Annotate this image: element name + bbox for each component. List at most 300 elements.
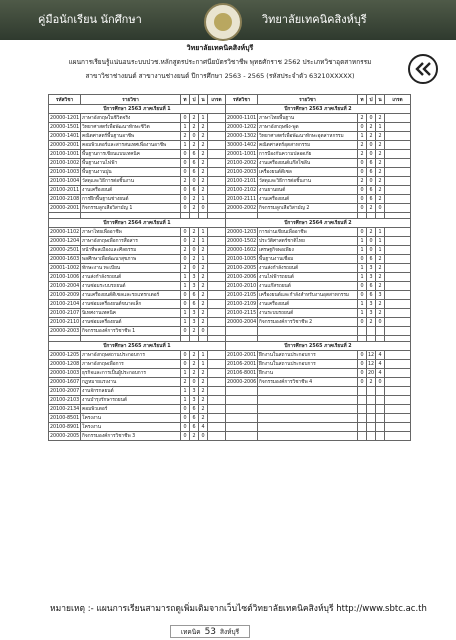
credit-cell: 3 [190,396,199,405]
credit-cell: 0 [358,255,367,264]
credit-cell [385,378,411,387]
credit-cell: 0 [358,318,367,327]
course-code-cell: 20100-2009 [50,292,80,298]
credit-cell: 0 [181,291,190,300]
credit-cell [208,414,226,423]
credit-cell: 6 [190,159,199,168]
course-name-cell: ธุรกิจและการเป็นผู้ประกอบการ [81,369,181,378]
credit-cell: 2 [199,150,208,159]
semester-title-left: ปีการศึกษา 2563 ภาคเรียนที่ 1 [49,105,226,114]
course-code-cell: 20000-1204 [50,238,80,244]
course-name-cell: งานยานยนต์ [258,186,358,195]
credit-cell: 2 [358,150,367,159]
credit-cell [385,132,411,141]
credit-cell: 1 [199,351,208,360]
course-name-cell: ภาษาอังกฤษเพื่อการ [81,360,181,369]
table-row [49,351,411,360]
course-code-cell: 20000-1401 [50,133,80,139]
credit-cell [358,405,367,414]
semester-title-left: ปีการศึกษา 2565 ภาคเรียนที่ 1 [49,342,226,351]
credit-cell: 2 [376,264,385,273]
course-name-cell: พื้นฐานงานปูน [81,168,181,177]
credit-cell: 1 [199,195,208,204]
credit-cell [385,432,411,441]
course-code-cell: 20000-2001 [50,142,80,148]
credit-cell [208,246,226,255]
credit-cell: 1 [358,237,367,246]
credit-cell: 0 [181,186,190,195]
credit-cell: 0 [181,204,190,213]
course-name-cell: คณิตศาสตร์อุตสาหกรรม [258,141,358,150]
credit-cell [358,432,367,441]
credit-cell [367,414,376,423]
course-code-cell: 20100-2002 [227,160,257,166]
credit-cell [367,396,376,405]
credit-cell [376,327,385,336]
table-header-row [49,95,411,105]
course-code-cell [226,414,258,423]
credit-cell [208,264,226,273]
credit-cell: 2 [190,432,199,441]
credit-cell: 6 [190,423,199,432]
credit-cell: 1 [181,309,190,318]
course-name-cell: งานแก๊สรถยนต์ [258,282,358,291]
credit-cell: 6 [190,414,199,423]
course-code-cell: 20100-2115 [227,310,257,316]
credit-cell: 3 [190,282,199,291]
credit-cell [385,396,411,405]
course-code-cell: 20100-2109 [227,301,257,307]
credit-cell: 0 [181,159,190,168]
course-name-cell: กิจกรรมลูกเสือวิสามัญ 2 [258,204,358,213]
course-name-cell: วัสดุและวิธีการต่อชิ้นงาน [258,177,358,186]
course-code-cell: 20000-1003 [50,370,80,376]
credit-cell: 0 [358,369,367,378]
course-code-cell: 20100-1004 [50,178,80,184]
back-nav-button[interactable] [408,54,438,84]
credit-cell [208,318,226,327]
credit-cell: 2 [376,300,385,309]
credit-cell [208,423,226,432]
course-code-cell [226,327,258,336]
course-name-cell: กิจกรรมองค์การวิชาชีพ 1 [81,327,181,336]
semester-title-right: ปีการศึกษา 2565 ภาคเรียนที่ 2 [226,342,411,351]
course-name-cell: งานส่งกำลังรถยนต์ [258,264,358,273]
table-row [49,318,411,327]
credit-cell: 0 [181,237,190,246]
course-code-cell: 20100-2108 [50,196,80,202]
table-row [49,414,411,423]
course-code-cell: 20100-2111 [227,196,257,202]
column-header: ป [367,95,376,105]
credit-cell [208,186,226,195]
column-header: ท [181,95,190,105]
credit-cell [385,273,411,282]
table-row [49,177,411,186]
credit-cell [376,423,385,432]
credit-cell: 3 [367,309,376,318]
credit-cell: 2 [376,282,385,291]
table-row [49,246,411,255]
course-code-cell: 20000-2002 [227,205,257,211]
credit-cell [385,291,411,300]
column-header: รายวิชา [81,95,181,105]
credit-cell [208,123,226,132]
credit-cell: 1 [376,237,385,246]
credit-cell [208,300,226,309]
credit-cell: 0 [181,168,190,177]
credit-cell: 2 [376,141,385,150]
credit-cell: 2 [190,351,199,360]
credit-cell [385,282,411,291]
credit-cell: 2 [181,246,190,255]
credit-cell [385,141,411,150]
header-left-text: คู่มือนักเรียน นักศึกษา [38,13,142,26]
credit-cell [385,327,411,336]
credit-cell: 2 [358,114,367,123]
credit-cell: 2 [199,132,208,141]
course-code-cell: 20000-1202 [227,124,257,130]
course-name-cell: ภาษาอังกฤษเพื่อการสื่อสาร [81,237,181,246]
course-name-cell: พลศึกษาเพื่อพัฒนาสุขภาพ [81,255,181,264]
table-row [49,114,411,123]
course-name-cell [258,405,358,414]
credit-cell: 0 [367,150,376,159]
credit-cell: 0 [190,264,199,273]
table-row [49,327,411,336]
credit-cell [385,264,411,273]
credit-cell [208,309,226,318]
credit-cell: 2 [199,282,208,291]
course-name-cell: คอมพิวเตอร์ [81,405,181,414]
course-name-cell [258,423,358,432]
footer-suffix: สิงห์บุรี [220,627,240,636]
credit-cell: 0 [181,114,190,123]
credit-cell [208,255,226,264]
credit-cell: 2 [190,255,199,264]
credit-cell: 2 [199,387,208,396]
table-row [49,282,411,291]
credit-cell: 0 [181,327,190,336]
column-header: รหัสวิชา [226,95,258,105]
course-plan-table [48,94,411,441]
table-row [49,141,411,150]
course-name-cell: กฎหมายแรงงาน [81,378,181,387]
course-name-cell: งานซ่อมเครื่องยนต์ขนาดเล็ก [81,300,181,309]
credit-cell: 2 [376,309,385,318]
credit-cell [385,168,411,177]
course-code-cell [226,432,258,441]
course-name-cell: การป้องกันความปลอดภัย [258,150,358,159]
credit-cell [367,405,376,414]
credit-cell: 2 [367,123,376,132]
course-code-cell: 20100-2103 [50,397,80,403]
course-code-cell: 20100-1002 [50,160,80,166]
course-code-cell: 20000-2003 [50,328,80,334]
page-number: 53 [204,626,217,637]
course-name-cell: งานเครื่องยนต์ดีเซลและรถแทรกเตอร์ [81,291,181,300]
credit-cell: 2 [358,177,367,186]
course-code-cell: 20100-2107 [50,310,80,316]
credit-cell: 2 [199,168,208,177]
credit-cell: 1 [199,237,208,246]
credit-cell [358,414,367,423]
header-band [0,0,456,40]
course-name-cell [258,432,358,441]
credit-cell: 2 [199,159,208,168]
semester-title-row [49,342,411,351]
course-name-cell: ภาษาอังกฤษฟัง-พูด [258,123,358,132]
credit-cell [385,360,411,369]
semester-title-right: ปีการศึกษา 2563 ภาคเรียนที่ 2 [226,105,411,114]
course-code-cell: 20100-8501 [50,415,80,421]
table-row [49,159,411,168]
credit-cell: 12 [368,352,375,358]
header-right-text: วิทยาลัยเทคนิคสิงห์บุรี [262,13,367,26]
credit-cell: 1 [199,360,208,369]
credit-cell: 2 [376,159,385,168]
course-name-cell: เครื่องยนต์และกำลังสำหรับงานอุตสาหกรรม [258,291,358,300]
credit-cell: 1 [358,246,367,255]
course-code-cell [226,423,258,432]
credit-cell: 6 [367,255,376,264]
credit-cell: 0 [358,291,367,300]
credit-cell: 4 [376,360,385,369]
credit-cell: 2 [199,246,208,255]
footer-prefix: เทคนิค [180,627,201,636]
course-name-cell: งานส่งกำลังรถยนต์ [81,273,181,282]
credit-cell [385,228,411,237]
credit-cell: 2 [199,177,208,186]
document-titles [50,43,390,81]
credit-cell: 1 [199,255,208,264]
credit-cell: 6 [190,150,199,159]
table-row [49,132,411,141]
credit-cell: 2 [376,150,385,159]
credit-cell: 0 [358,228,367,237]
credit-cell: 3 [190,309,199,318]
credit-cell: 6 [367,168,376,177]
course-code-cell: 20001-1001 [227,151,257,157]
credit-cell: 0 [199,327,208,336]
credit-cell [367,327,376,336]
credit-cell [208,360,226,369]
credit-cell: 2 [199,405,208,414]
course-code-cell: 20000-2501 [50,247,80,253]
credit-cell [208,195,226,204]
credit-cell [208,228,226,237]
table-row [49,360,411,369]
course-name-cell: พื้นฐานงานเชื่อม [258,255,358,264]
course-code-cell: 20100-2006 [227,274,257,280]
course-code-cell: 20100-2003 [227,169,257,175]
credit-cell: 3 [190,387,199,396]
credit-cell: 2 [190,141,199,150]
credit-cell [376,387,385,396]
credit-cell [385,150,411,159]
course-name-cell: งานเครื่องยนต์ [81,186,181,195]
credit-cell [208,237,226,246]
credit-cell: 2 [376,114,385,123]
course-name-cell: คณิตศาสตร์พื้นฐานอาชีพ [81,132,181,141]
course-code-cell: 20100-1003 [50,169,80,175]
credit-cell: 1 [376,228,385,237]
credit-cell [385,309,411,318]
column-header: ป [190,95,199,105]
table-row [49,378,411,387]
credit-cell: 1 [376,246,385,255]
credit-cell: 1 [181,282,190,291]
credit-cell: 1 [181,369,190,378]
credit-cell: 2 [199,273,208,282]
credit-cell [208,378,226,387]
course-code-cell: 20000-1201 [50,115,80,121]
course-name-cell: โครงงาน [81,423,181,432]
credit-cell: 0 [358,360,367,369]
credit-cell [208,141,226,150]
credit-cell: 2 [181,132,190,141]
credit-cell: 2 [199,369,208,378]
credit-cell: 2 [199,141,208,150]
table-row [49,405,411,414]
course-name-cell: งานเครื่องยนต์แก๊สโซลีน [258,159,358,168]
course-code-cell: 20000-1502 [227,238,257,244]
credit-cell [208,204,226,213]
course-code-cell: 20106-8001 [227,370,257,376]
table-row [49,195,411,204]
credit-cell [385,186,411,195]
plan-title: แผนการเรียนรู้แน่นอนระบบปวช.หลักสูตรประกาศนียบัตรวิชาชีพ พุทธศักราช 2562 ประเภทวิชาอุตสาหกรรม [68,58,372,66]
course-name-cell: วัสดุและวิธีการต่อชิ้นงาน [81,177,181,186]
credit-cell [208,177,226,186]
credit-cell: 2 [181,264,190,273]
credit-cell: 6 [190,291,199,300]
page-footer [170,625,250,638]
course-name-cell: งานซ่อมระบบรถยนต์ [81,282,181,291]
credit-cell: 0 [376,204,385,213]
credit-cell: 0 [358,159,367,168]
school-name: วิทยาลัยเทคนิคสิงห์บุรี [186,44,254,52]
footnote: หมายเหตุ :- แผนการเรียนสามารถดูเพิ่มเติมจากเว็บไซต์วิทยาลัยเทคนิคสิงห์บุรี http://www.sbtc.ac.th [50,604,427,614]
course-code-cell: 20000-1602 [227,247,257,253]
course-name-cell: พื้นฐานการเขียนแบบเทคนิค [81,150,181,159]
course-name-cell: หน้าที่พลเมืองและศีลธรรม [81,246,181,255]
credit-cell: 1 [199,228,208,237]
course-name-cell: ประวัติศาสตร์ชาติไทย [258,237,358,246]
course-code-cell: 20000-1101 [227,115,257,121]
credit-cell: 2 [376,186,385,195]
credit-cell [376,432,385,441]
credit-cell: 0 [376,378,385,387]
table-row [49,432,411,441]
course-name-cell: พื้นฐานงานไฟฟ้า [81,159,181,168]
credit-cell: 0 [367,246,376,255]
table-row [49,255,411,264]
credit-cell: 2 [376,168,385,177]
course-code-cell [226,396,258,405]
credit-cell: 2 [190,237,199,246]
course-name-cell: กิจกรรมลูกเสือวิสามัญ 1 [81,204,181,213]
credit-cell: 3 [190,318,199,327]
credit-cell: 6 [190,168,199,177]
credit-cell: 2 [376,195,385,204]
credit-cell: 0 [367,237,376,246]
course-name-cell [258,396,358,405]
course-code-cell: 20000-1302 [227,133,257,139]
credit-cell: 0 [358,351,367,360]
course-name-cell [258,387,358,396]
credit-cell [385,300,411,309]
credit-cell [367,387,376,396]
college-logo [204,3,242,41]
credit-cell: 1 [358,309,367,318]
credit-cell: 2 [190,327,199,336]
column-header: เกรด [385,95,411,105]
credit-cell: 1 [181,273,190,282]
note-text: แผนการเรียนสามารถดูเพิ่มเติมจากเว็บไซต์วิทยาลัยเทคนิคสิงห์บุรี http://www.sbtc.ac.th [96,604,427,614]
credit-cell: 2 [199,186,208,195]
course-code-cell: 20000-1102 [50,229,80,235]
credit-cell: 2 [199,414,208,423]
credit-cell [385,246,411,255]
credit-cell: 0 [367,177,376,186]
course-name-cell: คอมพิวเตอร์และสารสนเทศเพื่องานอาชีพ [81,141,181,150]
credit-cell: 2 [190,369,199,378]
credit-cell: 6 [367,195,376,204]
note-label: หมายเหตุ [50,604,85,614]
credit-cell: 2 [367,318,376,327]
credit-cell: 2 [190,204,199,213]
credit-cell [208,150,226,159]
credit-cell [376,396,385,405]
course-code-cell: 20000-2004 [227,319,257,325]
credit-cell: 2 [190,228,199,237]
credit-cell [385,255,411,264]
table-row [49,309,411,318]
course-name-cell [258,327,358,336]
table-row [49,264,411,273]
credit-cell: 2 [367,378,376,387]
credit-cell: 2 [181,177,190,186]
credit-cell: 2 [367,228,376,237]
course-code-cell: 20000-1603 [50,256,80,262]
credit-cell [208,369,226,378]
credit-cell [385,177,411,186]
credit-cell: 2 [199,378,208,387]
course-code-cell: 20100-2005 [227,265,257,271]
semester-title-left: ปีการศึกษา 2564 ภาคเรียนที่ 1 [49,219,226,228]
credit-cell [385,159,411,168]
credit-cell: 2 [181,378,190,387]
credit-cell: 0 [367,114,376,123]
credit-cell [385,204,411,213]
course-code-cell: 20100-2101 [227,178,257,184]
table-row [49,273,411,282]
course-name-cell: การอ่านเขียนเพื่ออาชีพ [258,228,358,237]
table-row [49,387,411,396]
course-name-cell: ภาษาอังกฤษในชีวิตจริง [81,114,181,123]
course-code-cell: 20100-2104 [50,301,80,307]
credit-cell: 6 [190,405,199,414]
credit-cell: 2 [376,177,385,186]
semester-title-row [49,219,411,228]
credit-cell [385,123,411,132]
table-row [49,228,411,237]
course-name-cell: เศรษฐกิจพอเพียง [258,246,358,255]
course-name-cell: ฝึกงานในสถานประกอบการ [258,351,358,360]
credit-cell: 1 [376,123,385,132]
credit-cell: 2 [376,273,385,282]
